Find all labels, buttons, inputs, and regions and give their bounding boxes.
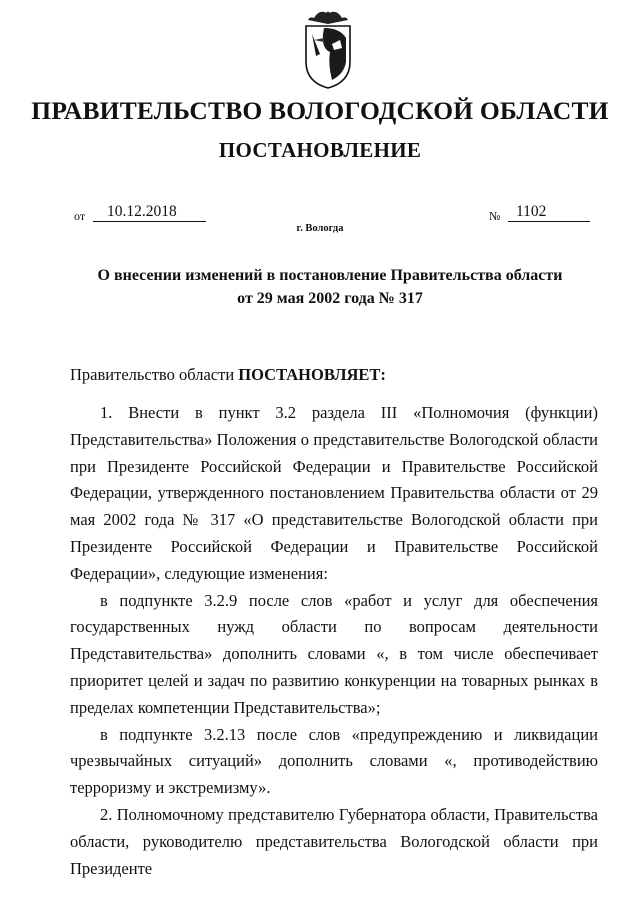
- paragraph: 2. Полномочному представителю Губернатора области, Правительства области, руководителю представительства Вологодской области при Президенте: [70, 804, 598, 878]
- paragraph: в подпункте 3.2.9 после слов «работ и услуг для обеспечения государственных нужд области по вопросам деятельности Представительства» дополнить словами «, в том числе обеспечивает приоритет целей и задач по развитию конкуренции на товарных рынках в пределах компетенции Представительства»;: [70, 590, 598, 717]
- document-subject: [60, 264, 600, 310]
- city-label: г. Вологда: [296, 223, 344, 234]
- coat-of-arms-icon: [302, 4, 354, 90]
- organization-title: ПРАВИТЕЛЬСТВО ВОЛОГОДСКОЙ ОБЛАСТИ: [31, 96, 609, 125]
- subject-line-2: от 29 мая 2002 года № 317: [237, 290, 423, 307]
- preamble-emphasis: ПОСТАНОВЛЯЕТ:: [238, 365, 386, 384]
- paragraph: в подпункте 3.2.13 после слов «предупреждению и ликвидации чрезвычайных ситуаций» дополнить словами «, противодействию терроризму и экстремизму».: [70, 724, 598, 798]
- subject-line-1: О внесении изменений в постановление Правительства области: [97, 267, 563, 284]
- document-body: [70, 400, 598, 882]
- preamble-text: Правительство области: [70, 365, 239, 384]
- preamble: [70, 365, 386, 385]
- document-number: 1102: [508, 203, 590, 222]
- date-prefix: от: [74, 209, 86, 223]
- document-type-title: ПОСТАНОВЛЕНИЕ: [218, 138, 422, 162]
- number-prefix: №: [489, 209, 501, 223]
- document-date: 10.12.2018: [93, 203, 206, 222]
- paragraph: 1. Внести в пункт 3.2 раздела III «Полномочия (функции) Представительства» Положения о представительстве Вологодской области при Президенте Российской Федерации и Правительстве Российской Федерации, утвержденного постановлением Правительства области от 29 мая 2002 года № 317 «О представительстве Вологодской области при Президенте Российской Федерации и Правительстве Российской Федерации», следующие изменения:: [70, 403, 598, 583]
